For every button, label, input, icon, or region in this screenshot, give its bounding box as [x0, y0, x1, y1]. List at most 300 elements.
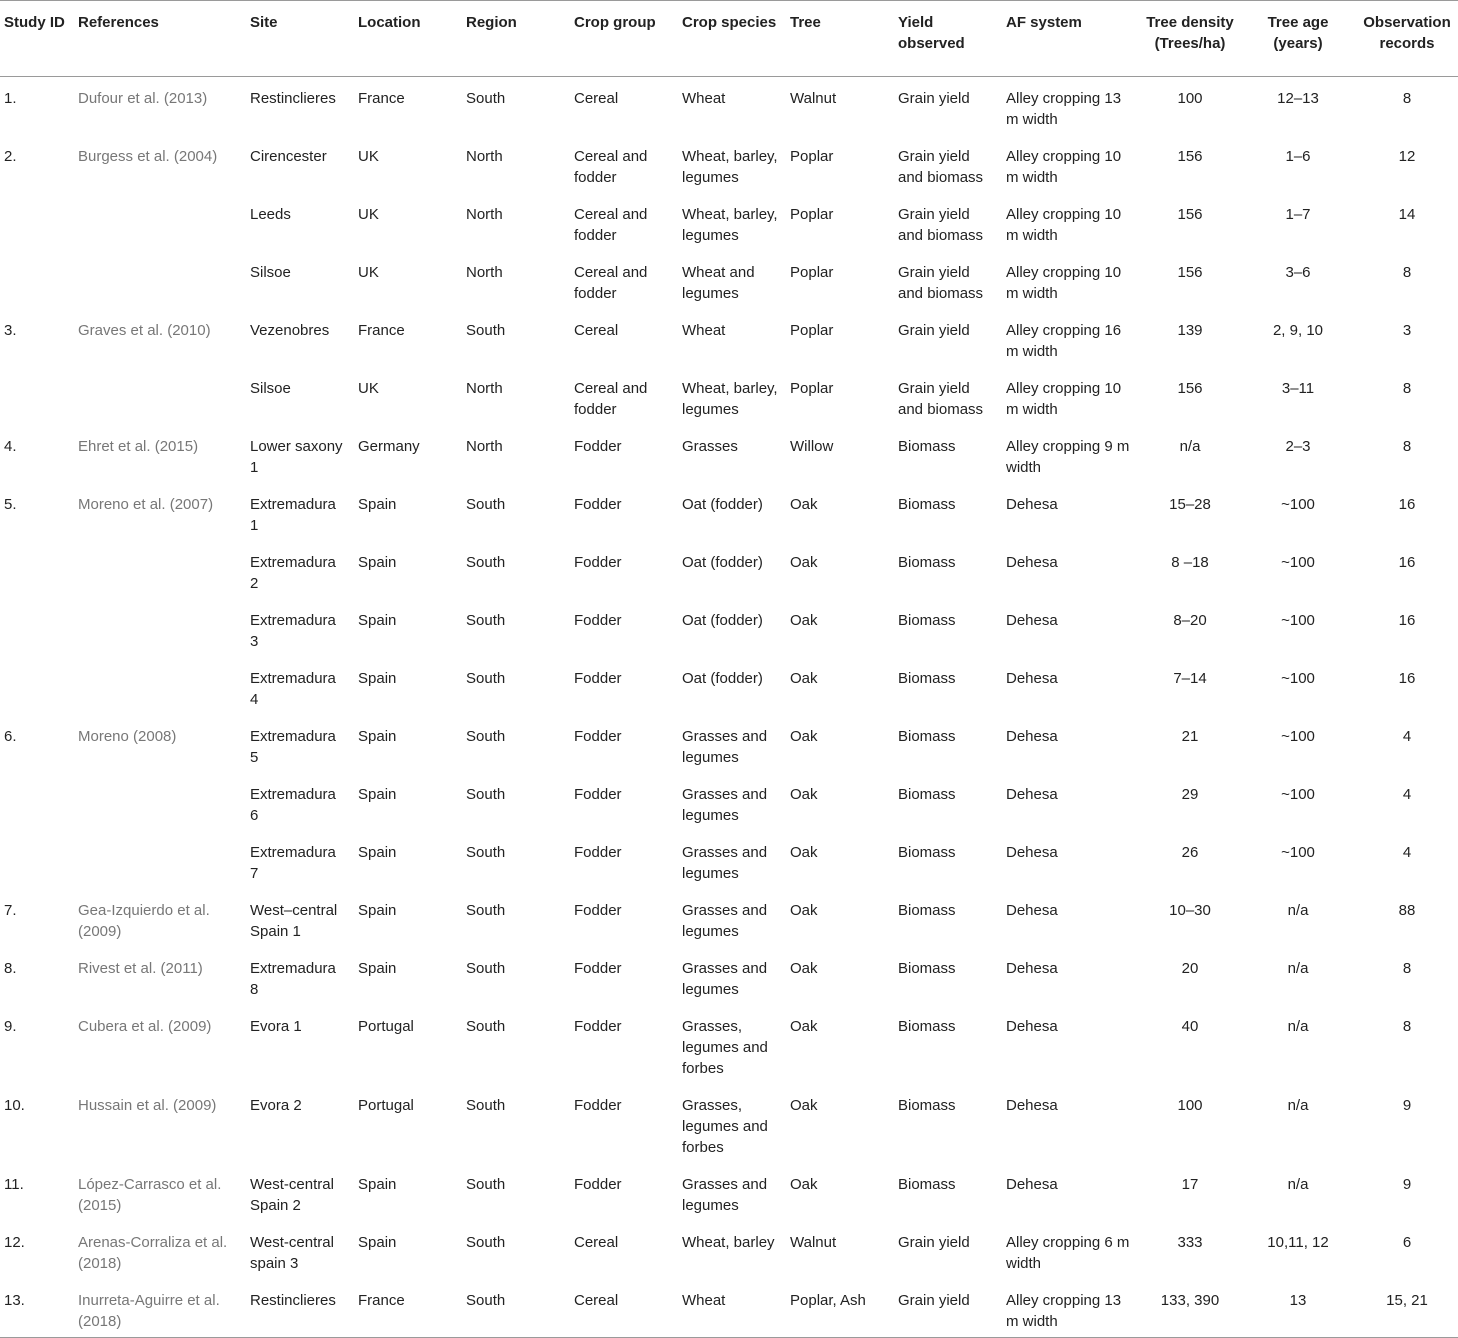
cell-af-system: Dehesa: [1006, 902, 1058, 919]
cell-observation-records: 8: [1402, 1018, 1412, 1035]
table-row: [0, 657, 1458, 715]
cell-af-system: Alley cropping 10 m width: [1006, 148, 1122, 186]
cell-location: Spain: [358, 670, 397, 687]
cell-location: Spain: [358, 960, 397, 977]
cell-af-system: Alley cropping 13 m width: [1006, 1292, 1122, 1330]
cell-crop-group: Fodder: [574, 612, 622, 629]
cell-tree: Oak: [790, 670, 818, 687]
cell-observation-records: 15, 21: [1386, 1292, 1428, 1309]
cell-crop-species: Grasses and legumes: [682, 844, 768, 882]
cell-crop-species: Grasses, legumes and forbes: [682, 1097, 768, 1156]
cell-observation-records: 16: [1398, 554, 1416, 571]
cell-site: Extremadura 6: [250, 786, 336, 824]
cell-tree-age: n/a: [1287, 1176, 1309, 1193]
cell-af-system: Alley cropping 6 m width: [1006, 1234, 1130, 1272]
cell-tree: Oak: [790, 786, 818, 803]
cell-tree: Oak: [790, 496, 818, 513]
header-tree-age: Tree age (years): [1267, 14, 1329, 52]
cell-location: Spain: [358, 496, 397, 513]
cell-crop-group: Cereal: [574, 90, 619, 107]
cell-tree-density: 21: [1181, 728, 1199, 745]
cell-site: West-central Spain 2: [250, 1176, 334, 1214]
cell-yield-observed: Grain yield and biomass: [898, 264, 984, 302]
cell-tree: Poplar: [790, 380, 834, 397]
cell-site: Extremadura 5: [250, 728, 336, 766]
cell-study-id: 2.: [4, 148, 17, 165]
cell-location: Germany: [358, 438, 420, 455]
cell-region: North: [466, 380, 503, 397]
cell-crop-group: Fodder: [574, 1176, 622, 1193]
cell-region: North: [466, 206, 503, 223]
header-af-system: AF system: [1006, 14, 1082, 31]
cell-crop-species: Grasses, legumes and forbes: [682, 1018, 768, 1077]
cell-references: [74, 251, 246, 309]
cell-tree-density: 10–30: [1169, 902, 1211, 919]
table-row: [0, 1279, 1458, 1338]
header-study-id: Study ID: [4, 14, 65, 31]
cell-tree: Oak: [790, 1097, 818, 1114]
cell-crop-species: Wheat: [682, 322, 726, 339]
cell-af-system: Dehesa: [1006, 496, 1058, 513]
cell-tree-age: 13: [1289, 1292, 1307, 1309]
table-row: [0, 831, 1458, 889]
cell-af-system: Dehesa: [1006, 728, 1058, 745]
cell-location: France: [358, 90, 405, 107]
cell-study-id: 9.: [4, 1018, 17, 1035]
cell-study-id: 5.: [4, 496, 17, 513]
cell-crop-species: Grasses and legumes: [682, 902, 768, 940]
cell-study-id: 12.: [4, 1234, 25, 1251]
cell-crop-species: Wheat, barley, legumes: [682, 380, 778, 418]
table-row: [0, 367, 1458, 425]
cell-location: Spain: [358, 902, 397, 919]
cell-location: Portugal: [358, 1018, 414, 1035]
cell-yield-observed: Biomass: [898, 1176, 956, 1193]
cell-study-id: 6.: [4, 728, 17, 745]
cell-af-system: Dehesa: [1006, 670, 1058, 687]
cell-site: Leeds: [250, 206, 291, 223]
cell-tree-age: 3–11: [1281, 380, 1315, 397]
table-row: [0, 599, 1458, 657]
cell-site: West-central spain 3: [250, 1234, 334, 1272]
table-row: [0, 947, 1458, 1005]
cell-tree-density: 8 –18: [1171, 554, 1209, 571]
cell-yield-observed: Biomass: [898, 438, 956, 455]
cell-yield-observed: Biomass: [898, 612, 956, 629]
cell-observation-records: 8: [1402, 264, 1412, 281]
cell-tree-age: 2–3: [1285, 438, 1311, 455]
cell-references: Gea-Izquierdo et al. (2009): [78, 902, 210, 940]
cell-yield-observed: Grain yield and biomass: [898, 148, 984, 186]
table-row: [0, 425, 1458, 483]
cell-tree-age: ~100: [1281, 554, 1315, 571]
cell-references: [74, 657, 246, 715]
cell-location: Spain: [358, 844, 397, 861]
cell-af-system: Alley cropping 16 m width: [1006, 322, 1122, 360]
cell-references: Inurreta-Aguirre et al. (2018): [78, 1292, 220, 1330]
cell-observation-records: 3: [1402, 322, 1412, 339]
cell-crop-group: Cereal and fodder: [574, 206, 648, 244]
cell-af-system: Dehesa: [1006, 554, 1058, 571]
header-region: Region: [466, 14, 517, 31]
cell-tree: Oak: [790, 612, 818, 629]
cell-site: Evora 2: [250, 1097, 302, 1114]
cell-tree-age: 1–7: [1285, 206, 1311, 223]
cell-location: Spain: [358, 728, 397, 745]
cell-tree: Poplar: [790, 148, 834, 165]
cell-tree-age: n/a: [1287, 1018, 1309, 1035]
cell-tree-density: 100: [1177, 90, 1203, 107]
table-row: [0, 135, 1458, 193]
cell-site: Silsoe: [250, 264, 291, 281]
table-row: [0, 193, 1458, 251]
cell-crop-group: Fodder: [574, 1097, 622, 1114]
cell-af-system: Alley cropping 10 m width: [1006, 264, 1122, 302]
table-row: [0, 251, 1458, 309]
cell-tree: Poplar, Ash: [790, 1292, 866, 1309]
cell-site: Restinclieres: [250, 90, 336, 107]
cell-location: UK: [358, 380, 379, 397]
cell-tree: Poplar: [790, 322, 834, 339]
cell-crop-species: Oat (fodder): [682, 496, 763, 513]
cell-tree-age: 2, 9, 10: [1272, 322, 1324, 339]
cell-region: South: [466, 322, 506, 339]
cell-region: South: [466, 960, 506, 977]
cell-site: Cirencester: [250, 148, 327, 165]
cell-yield-observed: Biomass: [898, 902, 956, 919]
cell-study-id: [0, 193, 74, 251]
cell-af-system: Dehesa: [1006, 1176, 1058, 1193]
cell-tree-age: ~100: [1281, 670, 1315, 687]
cell-crop-species: Grasses and legumes: [682, 728, 768, 766]
cell-references: [74, 193, 246, 251]
cell-study-id: 3.: [4, 322, 17, 339]
cell-region: South: [466, 554, 506, 571]
cell-site: Extremadura 2: [250, 554, 336, 592]
cell-study-id: 8.: [4, 960, 17, 977]
cell-location: UK: [358, 264, 379, 281]
cell-yield-observed: Biomass: [898, 496, 956, 513]
cell-location: Spain: [358, 612, 397, 629]
cell-tree-age: 12–13: [1277, 90, 1319, 107]
cell-location: UK: [358, 148, 379, 165]
cell-crop-group: Fodder: [574, 670, 622, 687]
cell-tree-age: n/a: [1287, 1097, 1309, 1114]
cell-region: South: [466, 612, 506, 629]
cell-yield-observed: Grain yield: [898, 322, 970, 339]
cell-region: North: [466, 264, 503, 281]
cell-yield-observed: Biomass: [898, 1018, 956, 1035]
cell-tree: Willow: [790, 438, 834, 455]
cell-references: [74, 773, 246, 831]
cell-tree-density: 156: [1177, 264, 1203, 281]
cell-region: North: [466, 438, 503, 455]
cell-tree-age: n/a: [1287, 902, 1309, 919]
cell-location: Spain: [358, 1234, 397, 1251]
cell-observation-records: 9: [1402, 1097, 1412, 1114]
cell-location: Spain: [358, 554, 397, 571]
cell-references: Moreno et al. (2007): [78, 496, 214, 513]
table-row: [0, 773, 1458, 831]
cell-observation-records: 4: [1402, 728, 1412, 745]
table-row: [0, 889, 1458, 947]
cell-crop-group: Fodder: [574, 960, 622, 977]
cell-region: South: [466, 90, 506, 107]
cell-yield-observed: Grain yield: [898, 1234, 970, 1251]
cell-study-id: 11.: [4, 1176, 24, 1193]
cell-observation-records: 8: [1402, 960, 1412, 977]
cell-references: Dufour et al. (2013): [78, 90, 208, 107]
cell-crop-species: Wheat and legumes: [682, 264, 755, 302]
cell-crop-group: Cereal: [574, 1234, 619, 1251]
table-row: [0, 77, 1458, 136]
cell-observation-records: 4: [1402, 844, 1412, 861]
cell-location: UK: [358, 206, 379, 223]
cell-tree-density: 8–20: [1173, 612, 1207, 629]
cell-tree-density: 156: [1177, 206, 1203, 223]
cell-site: Evora 1: [250, 1018, 302, 1035]
cell-crop-species: Oat (fodder): [682, 554, 763, 571]
cell-observation-records: 8: [1402, 438, 1412, 455]
cell-af-system: Dehesa: [1006, 1097, 1058, 1114]
cell-tree: Oak: [790, 728, 818, 745]
cell-observation-records: 4: [1402, 786, 1412, 803]
cell-study-id: [0, 831, 74, 889]
cell-af-system: Alley cropping 9 m width: [1006, 438, 1130, 476]
cell-crop-group: Cereal and fodder: [574, 264, 648, 302]
cell-yield-observed: Grain yield and biomass: [898, 206, 984, 244]
cell-tree-density: 26: [1181, 844, 1199, 861]
cell-tree-density: 133, 390: [1160, 1292, 1220, 1309]
cell-region: South: [466, 1234, 506, 1251]
cell-references: Ehret et al. (2015): [78, 438, 199, 455]
cell-crop-group: Cereal and fodder: [574, 148, 648, 186]
cell-references: Cubera et al. (2009): [78, 1018, 212, 1035]
cell-tree-age: n/a: [1287, 960, 1309, 977]
cell-crop-group: Fodder: [574, 844, 622, 861]
cell-crop-species: Wheat: [682, 90, 726, 107]
cell-af-system: Alley cropping 13 m width: [1006, 90, 1122, 128]
cell-tree-density: 40: [1181, 1018, 1199, 1035]
cell-observation-records: 16: [1398, 670, 1416, 687]
cell-tree-density: 15–28: [1169, 496, 1211, 513]
cell-tree-density: 156: [1177, 148, 1203, 165]
table-row: [0, 715, 1458, 773]
cell-region: South: [466, 670, 506, 687]
cell-tree-age: ~100: [1281, 496, 1315, 513]
cell-tree-age: ~100: [1281, 612, 1315, 629]
cell-crop-species: Wheat: [682, 1292, 726, 1309]
cell-crop-group: Fodder: [574, 902, 622, 919]
header-yield-observed: Yield observed: [898, 14, 965, 52]
cell-references: [74, 599, 246, 657]
cell-references: Arenas-Corraliza et al. (2018): [78, 1234, 228, 1272]
cell-study-id: [0, 251, 74, 309]
header-tree: Tree: [790, 14, 821, 31]
cell-references: Rivest et al. (2011): [78, 960, 203, 977]
cell-references: Graves et al. (2010): [78, 322, 211, 339]
header-tree-density: Tree density (Trees/ha): [1146, 14, 1234, 52]
cell-study-id: [0, 773, 74, 831]
cell-yield-observed: Biomass: [898, 670, 956, 687]
cell-tree: Oak: [790, 554, 818, 571]
header-references: References: [78, 14, 159, 31]
table-row: [0, 1163, 1458, 1221]
cell-yield-observed: Biomass: [898, 728, 956, 745]
cell-site: Extremadura 3: [250, 612, 336, 650]
cell-tree-age: ~100: [1281, 786, 1315, 803]
cell-study-id: 4.: [4, 438, 17, 455]
header-observation-records: Observation records: [1363, 14, 1451, 52]
table-row: [0, 1005, 1458, 1084]
cell-af-system: Dehesa: [1006, 844, 1058, 861]
cell-tree: Walnut: [790, 90, 837, 107]
cell-crop-species: Grasses and legumes: [682, 1176, 768, 1214]
cell-crop-species: Oat (fodder): [682, 612, 763, 629]
cell-tree: Poplar: [790, 264, 834, 281]
cell-study-id: 13.: [4, 1292, 25, 1309]
cell-references: Hussain et al. (2009): [78, 1097, 217, 1114]
cell-region: South: [466, 496, 506, 513]
cell-observation-records: 9: [1402, 1176, 1412, 1193]
cell-tree-age: 1–6: [1285, 148, 1311, 165]
cell-tree-density: 333: [1177, 1234, 1203, 1251]
cell-crop-group: Cereal: [574, 1292, 619, 1309]
cell-tree: Oak: [790, 844, 818, 861]
cell-tree: Oak: [790, 1018, 818, 1035]
cell-crop-group: Fodder: [574, 496, 622, 513]
cell-location: Spain: [358, 1176, 397, 1193]
cell-observation-records: 8: [1402, 90, 1412, 107]
cell-region: South: [466, 728, 506, 745]
cell-tree-density: 29: [1181, 786, 1199, 803]
cell-yield-observed: Biomass: [898, 1097, 956, 1114]
cell-tree: Oak: [790, 960, 818, 977]
cell-references: López-Carrasco et al. (2015): [78, 1176, 222, 1214]
header-crop-group: Crop group: [574, 14, 656, 31]
cell-study-id: 1.: [4, 90, 17, 107]
cell-tree-density: 156: [1177, 380, 1203, 397]
cell-region: South: [466, 902, 506, 919]
cell-crop-species: Wheat, barley, legumes: [682, 148, 778, 186]
table-header: [0, 1, 1458, 77]
table-row: [0, 309, 1458, 367]
cell-tree-age: 10,11, 12: [1267, 1234, 1329, 1251]
cell-site: Lower saxony 1: [250, 438, 343, 476]
cell-af-system: Alley cropping 10 m width: [1006, 380, 1122, 418]
cell-tree-density: 20: [1181, 960, 1199, 977]
table-row: [0, 1221, 1458, 1279]
cell-crop-group: Fodder: [574, 728, 622, 745]
cell-site: Extremadura 1: [250, 496, 336, 534]
cell-site: Vezenobres: [250, 322, 330, 339]
cell-crop-species: Grasses and legumes: [682, 960, 768, 998]
header-row: [0, 1, 1458, 77]
cell-site: Restinclieres: [250, 1292, 336, 1309]
cell-study-id: [0, 657, 74, 715]
cell-site: Extremadura 8: [250, 960, 336, 998]
table-row: [0, 541, 1458, 599]
cell-observation-records: 8: [1402, 380, 1412, 397]
table-row: [0, 1084, 1458, 1163]
cell-observation-records: 14: [1398, 206, 1416, 223]
cell-observation-records: 88: [1398, 902, 1416, 919]
cell-observation-records: 16: [1398, 612, 1416, 629]
cell-tree-density: n/a: [1179, 438, 1201, 455]
table-row: [0, 483, 1458, 541]
cell-yield-observed: Grain yield: [898, 90, 970, 107]
cell-tree: Oak: [790, 902, 818, 919]
cell-crop-group: Fodder: [574, 1018, 622, 1035]
cell-region: South: [466, 1097, 506, 1114]
cell-location: France: [358, 322, 405, 339]
cell-references: Moreno (2008): [78, 728, 177, 745]
cell-af-system: Dehesa: [1006, 1018, 1058, 1035]
cell-references: [74, 541, 246, 599]
cell-yield-observed: Biomass: [898, 554, 956, 571]
cell-region: South: [466, 844, 506, 861]
cell-references: [74, 367, 246, 425]
cell-crop-group: Fodder: [574, 438, 622, 455]
header-site: Site: [250, 14, 278, 31]
cell-yield-observed: Biomass: [898, 786, 956, 803]
cell-tree: Poplar: [790, 206, 834, 223]
cell-tree-age: ~100: [1281, 728, 1315, 745]
cell-site: Extremadura 4: [250, 670, 336, 708]
cell-yield-observed: Biomass: [898, 960, 956, 977]
cell-site: Silsoe: [250, 380, 291, 397]
cell-tree-age: 3–6: [1285, 264, 1311, 281]
cell-tree-density: 100: [1177, 1097, 1203, 1114]
cell-region: South: [466, 786, 506, 803]
cell-yield-observed: Grain yield: [898, 1292, 970, 1309]
cell-crop-species: Oat (fodder): [682, 670, 763, 687]
cell-yield-observed: Grain yield and biomass: [898, 380, 984, 418]
cell-site: West–central Spain 1: [250, 902, 338, 940]
cell-region: North: [466, 148, 503, 165]
cell-af-system: Dehesa: [1006, 612, 1058, 629]
cell-tree-density: 17: [1181, 1176, 1199, 1193]
cell-observation-records: 6: [1402, 1234, 1412, 1251]
cell-references: Burgess et al. (2004): [78, 148, 218, 165]
cell-region: South: [466, 1292, 506, 1309]
cell-crop-group: Fodder: [574, 786, 622, 803]
cell-study-id: 7.: [4, 902, 17, 919]
cell-tree: Walnut: [790, 1234, 837, 1251]
cell-study-id: [0, 367, 74, 425]
cell-af-system: Dehesa: [1006, 786, 1058, 803]
cell-location: Spain: [358, 786, 397, 803]
cell-tree-density: 7–14: [1173, 670, 1207, 687]
cell-crop-group: Cereal and fodder: [574, 380, 648, 418]
cell-location: France: [358, 1292, 405, 1309]
cell-af-system: Alley cropping 10 m width: [1006, 206, 1122, 244]
header-crop-species: Crop species: [682, 14, 777, 31]
cell-yield-observed: Biomass: [898, 844, 956, 861]
cell-tree-age: ~100: [1281, 844, 1315, 861]
cell-tree-density: 139: [1177, 322, 1203, 339]
cell-references: [74, 831, 246, 889]
cell-region: South: [466, 1176, 506, 1193]
header-location: Location: [358, 14, 421, 31]
cell-observation-records: 16: [1398, 496, 1416, 513]
cell-crop-species: Grasses: [682, 438, 738, 455]
cell-region: South: [466, 1018, 506, 1035]
cell-study-id: [0, 599, 74, 657]
cell-site: Extremadura 7: [250, 844, 336, 882]
cell-af-system: Dehesa: [1006, 960, 1058, 977]
cell-crop-group: Fodder: [574, 554, 622, 571]
